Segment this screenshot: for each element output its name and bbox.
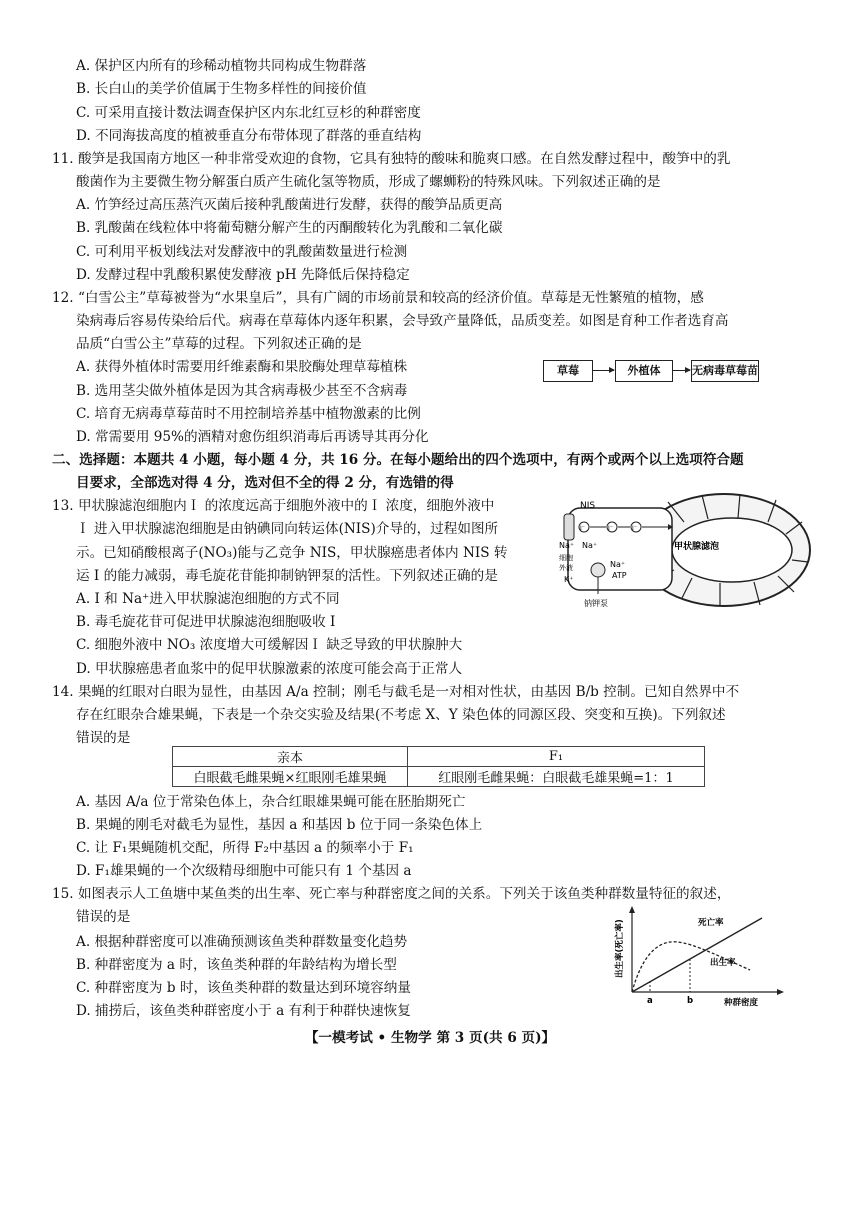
q14-stem-line1: 14. 果蝇的红眼对白眼为显性，由基因 A/a 控制；刚毛与截毛是一对相对性状，由基因 B/b 控制。已知自然界中不	[52, 684, 740, 700]
x-axis-arrow	[777, 989, 784, 995]
q10-option-d: D. 不同海拔高度的植被垂直分布带体现了群落的垂直结构	[76, 128, 422, 144]
q12-stem-line3: 品质“白雪公主”草莓的过程。下列叙述正确的是	[76, 336, 362, 352]
chart-xlabel: 种群密度	[724, 998, 759, 1008]
table-head-parents: 亲本	[173, 747, 408, 767]
q10-option-a: A. 保护区内所有的珍稀动植物共同构成生物群落	[76, 58, 367, 74]
flow-box-virus-free-seedling: 无病毒草莓苗	[691, 360, 759, 382]
q14-cross-table	[172, 746, 705, 787]
q14-stem-line2: 存在红眼杂合雄果蝇，下表是一个杂交实验及结果(不考虑 X、Y 染色体的同源区段、突变和互换)。下列叙述	[76, 707, 726, 723]
iodide-label: I⁻	[580, 525, 585, 532]
chart-ylabel: 出生率(死亡率)	[615, 919, 625, 978]
q14-option-c: C. 让 F₁果蝇随机交配，所得 F₂中基因 a 的频率小于 F₁	[76, 840, 414, 856]
q12-stem-line1: 12. “白雪公主”草莓被誉为“水果皇后”，具有广阔的市场前景和较高的经济价值。草莓是无性繁殖的植物，感	[52, 290, 704, 306]
flow-arrow	[592, 370, 614, 371]
q12-flow-diagram	[543, 360, 759, 382]
series-death-rate-label: 死亡率	[698, 918, 724, 928]
q15-stem-line2: 错误的是	[76, 909, 131, 925]
q14-stem-line3: 错误的是	[76, 730, 131, 746]
q13-option-a: A. I 和 Na⁺进入甲状腺滤泡细胞的方式不同	[76, 591, 340, 607]
section2-heading-line2: 目要求，全部选对得 4 分，选对但不全的得 2 分，有选错的得	[76, 475, 454, 491]
q11-stem-line2: 酸菌作为主要微生物分解蛋白质产生硫化氢等物质，形成了螺蛳粉的特殊风味。下列叙述正确的是	[76, 174, 661, 190]
q12-stem-line2: 染病毒后容易传染给后代。病毒在草莓体内逐年积累，会导致产量降低，品质变差。如图是育种工作者选育高	[76, 313, 729, 329]
q14-option-a: A. 基因 A/a 位于常染色体上，杂合红眼雄果蝇可能在胚胎期死亡	[76, 794, 466, 810]
q13-stem-line4: 运 I 的能力减弱，毒毛旋花苷能抑制钠钾泵的活性。下列叙述正确的是	[76, 568, 498, 584]
table-cell-f1: 红眼刚毛雌果蝇：白眼截毛雄果蝇=1：1	[408, 767, 705, 787]
nis-label: NIS	[580, 501, 596, 511]
flow-box-strawberry: 草莓	[543, 360, 593, 382]
q15-stem-line1: 15. 如图表示人工鱼塘中某鱼类的出生率、死亡率与种群密度之间的关系。下列关于该鱼类种群数量特征的叙述，	[52, 886, 731, 902]
iodide-label: I⁻	[632, 525, 637, 532]
q12-option-c: C. 培育无病毒草莓苗时不用控制培养基中植物激素的比例	[76, 406, 421, 422]
q13-stem-line2: Ｉ 进入甲状腺滤泡细胞是由钠碘同向转运体(NIS)介导的，过程如图所	[76, 521, 499, 537]
series-birth-rate-label: 出生率	[710, 958, 736, 968]
q11-stem-line1: 11. 酸笋是我国南方地区一种非常受欢迎的食物，它具有独特的酸味和脆爽口感。在自然发酵过程中，酸笋中的乳	[52, 151, 731, 167]
table-row	[173, 767, 705, 787]
q10-option-c: C. 可采用直接计数法调查保护区内东北红豆杉的种群密度	[76, 105, 421, 121]
series-death-rate-line	[632, 918, 762, 992]
q13-option-b: B. 毒毛旋花苷可促进甲状腺滤泡细胞吸收 I	[76, 614, 336, 630]
q12-option-a: A. 获得外植体时需要用纤维素酶和果胶酶处理草莓植株	[76, 359, 408, 375]
q12-option-b: B. 选用茎尖做外植体是因为其含病毒极少甚至不含病毒	[76, 383, 408, 399]
q13-stem-line3: 示。已知硝酸根离子(NO₃)能与乙竞争 NIS，甲状腺癌患者体内 NIS 转	[76, 545, 508, 561]
extracellular-label-1: 细胞	[559, 554, 573, 562]
na-label-pump: Na⁺	[610, 560, 626, 569]
table-cell-parents: 白眼截毛雌果蝇×红眼刚毛雄果蝇	[173, 767, 408, 787]
q14-option-d: D. F₁雄果蝇的一个次级精母细胞中可能只有 1 个基因 a	[76, 863, 412, 879]
sodium-potassium-pump	[591, 563, 605, 577]
q13-follicle-diagram	[556, 488, 814, 612]
q15-chart	[612, 904, 788, 1010]
section2-heading-line1: 二、选择题：本题共 4 小题，每小题 4 分，共 16 分。在每小题给出的四个选项中，有两个或两个以上选项符合题	[52, 452, 744, 468]
na-label-outside: Na⁺	[559, 541, 575, 550]
follicle-label: 甲状腺滤泡	[674, 542, 720, 552]
flow-box-explant: 外植体	[615, 360, 673, 382]
q11-option-d: D. 发酵过程中乳酸积累使发酵液 pH 先降低后保持稳定	[76, 267, 410, 283]
nis-protein	[564, 514, 574, 540]
q15-option-d: D. 捕捞后，该鱼类种群密度小于 a 有利于种群快速恢复	[76, 1003, 411, 1019]
y-axis-arrow	[629, 906, 635, 913]
x-tick-a: a	[647, 996, 653, 1006]
pump-label: 钠钾泵	[584, 599, 608, 608]
q13-stem-line1: 13. 甲状腺滤泡细胞内Ｉ 的浓度远高于细胞外液中的Ｉ 浓度，细胞外液中	[52, 498, 495, 514]
q14-option-b: B. 果蝇的刚毛对截毛为显性，基因 a 和基因 b 位于同一条染色体上	[76, 817, 483, 833]
na-label-inside: Na⁺	[582, 541, 598, 550]
q15-option-b: B. 种群密度为 a 时，该鱼类种群的年龄结构为增长型	[76, 957, 397, 973]
q11-option-c: C. 可利用平板划线法对发酵液中的乳酸菌数量进行检测	[76, 244, 408, 260]
q13-option-c: C. 细胞外液中 NO₃ 浓度增大可缓解因Ｉ 缺乏导致的甲状腺肿大	[76, 637, 463, 653]
k-label: K⁺	[564, 575, 574, 584]
x-tick-b: b	[687, 996, 694, 1006]
extracellular-label-2: 外液	[559, 564, 573, 572]
iodide-label: I⁻	[608, 525, 613, 532]
table-head-f1: F₁	[408, 747, 705, 767]
q13-option-d: D. 甲状腺癌患者血浆中的促甲状腺激素的浓度可能会高于正常人	[76, 661, 463, 677]
q15-option-c: C. 种群密度为 b 时，该鱼类种群的数量达到环境容纳量	[76, 980, 411, 996]
table-header-row	[173, 747, 705, 767]
q11-option-b: B. 乳酸菌在线粒体中将葡萄糖分解产生的丙酮酸转化为乳酸和二氧化碳	[76, 220, 503, 236]
q10-option-b: B. 长白山的美学价值属于生物多样性的间接价值	[76, 81, 367, 97]
q11-option-a: A. 竹笋经过高压蒸汽灭菌后接种乳酸菌进行发酵，获得的酸笋品质更高	[76, 197, 503, 213]
atp-label: ATP	[612, 571, 627, 580]
q12-option-d: D. 常需要用 95%的酒精对愈伤组织消毒后再诱导其再分化	[76, 429, 429, 445]
flow-arrow	[672, 370, 690, 371]
page-footer: 【一模考试 • 生物学 第 3 页(共 6 页)】	[304, 1030, 556, 1046]
q15-option-a: A. 根据种群密度可以准确预测该鱼类种群数量变化趋势	[76, 934, 408, 950]
